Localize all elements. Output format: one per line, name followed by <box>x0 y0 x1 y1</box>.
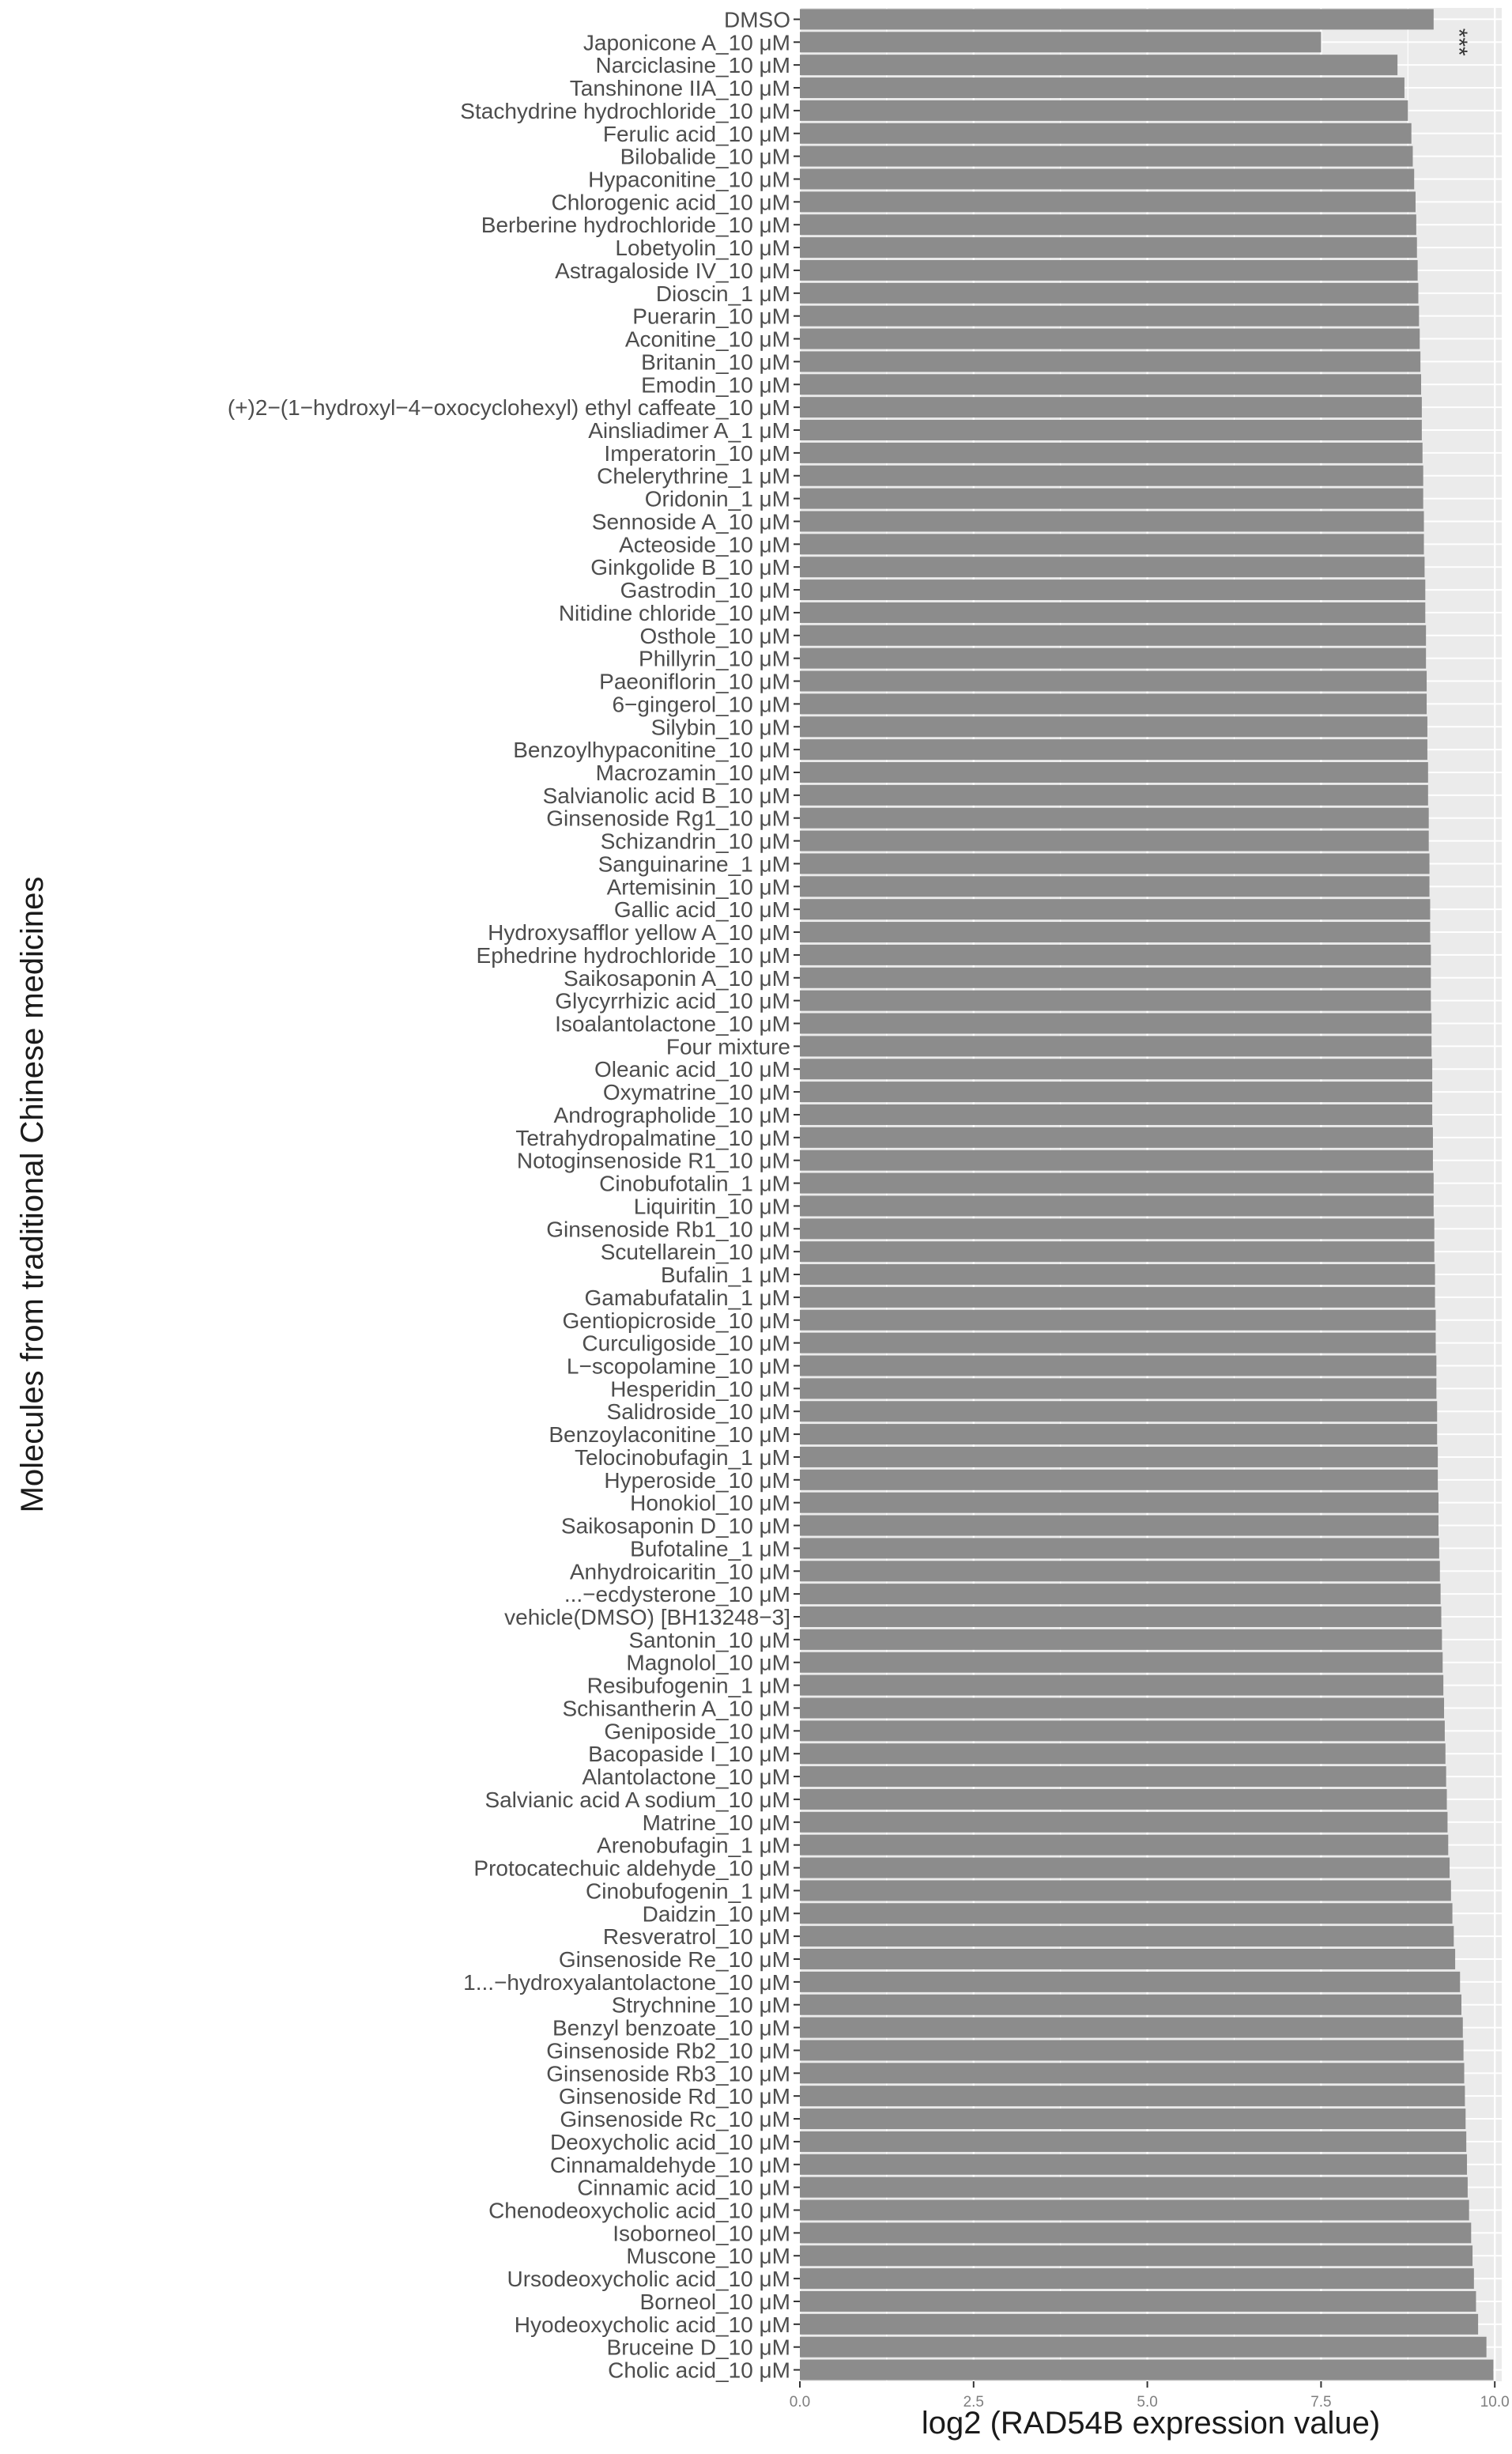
y-tick-label: Japonicone A_10 μM <box>583 30 790 55</box>
y-tick-label: Ursodeoxycholic acid_10 μM <box>507 2267 790 2292</box>
bar <box>800 1652 1442 1673</box>
bar <box>800 1424 1437 1444</box>
bar <box>800 443 1423 463</box>
y-tick-label: Hesperidin_10 μM <box>610 1376 790 1402</box>
bar <box>800 283 1418 304</box>
y-tick-label: Lobetyolin_10 μM <box>615 236 790 261</box>
y-tick-label: Ginsenoside Rc_10 μM <box>560 2107 790 2132</box>
y-tick-label: Gallic acid_10 μM <box>613 897 790 923</box>
bar <box>800 1584 1441 1604</box>
bar <box>800 420 1422 440</box>
bar <box>800 1903 1453 1924</box>
bar <box>800 2018 1463 2038</box>
y-axis-title: Molecules from traditional Chinese medicines <box>15 876 50 1513</box>
y-tick-label: Ferulic acid_10 μM <box>602 121 790 146</box>
bar <box>800 2109 1465 2129</box>
y-tick-label: Hyodeoxycholic acid_10 μM <box>514 2312 790 2337</box>
y-tick-label: Ainsliadimer A_1 μM <box>588 418 790 444</box>
y-tick-label: Curculigoside_10 μM <box>582 1331 790 1356</box>
bar <box>800 2040 1464 2060</box>
y-tick-label: Acteoside_10 μM <box>619 532 790 557</box>
y-tick-label: Benzoylaconitine_10 μM <box>549 1422 790 1448</box>
x-tick-label: 0.0 <box>789 2394 811 2411</box>
bar <box>800 1516 1438 1536</box>
bar <box>800 1561 1440 1581</box>
bar <box>800 2360 1493 2380</box>
bar <box>800 625 1426 646</box>
bar <box>800 1287 1435 1308</box>
bar <box>800 762 1428 783</box>
bar <box>800 1082 1432 1102</box>
bar <box>800 2154 1467 2175</box>
y-tick-label: Macrozamin_10 μM <box>595 760 790 785</box>
bar <box>800 1218 1435 1239</box>
bar <box>800 648 1426 669</box>
bar <box>800 853 1430 874</box>
y-tick-label: Honokiol_10 μM <box>630 1490 790 1516</box>
y-tick-label: Tanshinone IIA_10 μM <box>569 76 790 101</box>
bar <box>800 1333 1435 1353</box>
bar <box>800 1310 1435 1331</box>
y-tick-label: Ginsenoside Rb1_10 μM <box>546 1217 790 1242</box>
bar <box>800 945 1431 965</box>
y-tick-label: Emodin_10 μM <box>641 372 790 398</box>
y-tick-label: Oxymatrine_10 μM <box>602 1080 790 1105</box>
y-tick-label: Chenodeoxycholic acid_10 μM <box>488 2198 790 2223</box>
y-tick-label: Benzyl benzoate_10 μM <box>552 2015 790 2041</box>
bar <box>800 1675 1443 1696</box>
bar <box>800 1835 1448 1856</box>
y-tick-label: Ginsenoside Rb2_10 μM <box>546 2038 790 2063</box>
y-tick-label: Dioscin_1 μM <box>655 281 790 306</box>
bar <box>800 831 1429 851</box>
y-tick-label: Cholic acid_10 μM <box>608 2358 790 2383</box>
y-tick-label: Britanin_10 μM <box>641 349 790 375</box>
bar <box>800 1150 1433 1171</box>
y-tick-label: Gamabufatalin_1 μM <box>584 1285 790 1310</box>
y-tick-label: Sanguinarine_1 μM <box>598 851 790 877</box>
y-tick-label: Chlorogenic acid_10 μM <box>551 190 790 215</box>
y-tick-label: Four mixture <box>666 1034 790 1059</box>
y-tick-label: Resibufogenin_1 μM <box>586 1673 790 1698</box>
y-tick-label: Paeoniflorin_10 μM <box>599 669 790 694</box>
y-tick-label: Osthole_10 μM <box>639 623 790 648</box>
bar <box>800 1447 1438 1467</box>
bar <box>800 260 1418 281</box>
bar <box>800 1789 1447 1810</box>
y-tick-label: Geniposide_10 μM <box>604 1719 790 1744</box>
y-tick-label: Hydroxysafflor yellow A_10 μM <box>488 920 790 946</box>
y-tick-label: Schizandrin_10 μM <box>600 829 790 854</box>
y-tick-label: Salvianolic acid B_10 μM <box>542 783 790 808</box>
y-tick-label: Saikosaponin D_10 μM <box>560 1513 790 1538</box>
y-tick-label: Bacopaside I_10 μM <box>588 1742 790 1767</box>
y-tick-label: Hyperoside_10 μM <box>604 1467 790 1493</box>
bar <box>800 1880 1451 1901</box>
y-tick-label: Cinobufogenin_1 μM <box>586 1878 790 1904</box>
y-tick-label: Scutellarein_10 μM <box>600 1240 790 1265</box>
significance-annotation: *** <box>1445 28 1472 56</box>
y-tick-label: Borneol_10 μM <box>639 2289 790 2314</box>
y-tick-label: ...−ecdysterone_10 μM <box>564 1582 790 1607</box>
y-tick-label: Ephedrine hydrochloride_10 μM <box>476 942 790 968</box>
y-tick-label: 6−gingerol_10 μM <box>612 692 790 717</box>
bar <box>800 557 1424 577</box>
bar <box>800 968 1431 988</box>
bar <box>800 876 1430 897</box>
y-tick-label: Nitidine chloride_10 μM <box>558 600 790 625</box>
y-tick-label: Artemisinin_10 μM <box>606 874 790 900</box>
y-tick-label: Gentiopicroside_10 μM <box>562 1308 790 1333</box>
y-tick-label: Hypaconitine_10 μM <box>588 167 790 192</box>
y-tick-label: Deoxycholic acid_10 μM <box>549 2129 790 2154</box>
y-tick-label: Puerarin_10 μM <box>632 304 790 329</box>
y-tick-label: Berberine hydrochloride_10 μM <box>481 213 790 238</box>
y-tick-label: Phillyrin_10 μM <box>639 646 790 671</box>
bar <box>800 2222 1471 2243</box>
bar <box>800 2314 1478 2335</box>
x-tick-label: 7.5 <box>1310 2394 1332 2411</box>
y-tick-label: Salidroside_10 μM <box>606 1399 790 1425</box>
bar <box>800 1926 1454 1946</box>
y-tick-label: (+)2−(1−hydroxyl−4−oxocyclohexyl) ethyl caffeate_10 μM <box>227 395 790 421</box>
bar <box>800 739 1427 760</box>
y-tick-label: Silybin_10 μM <box>650 715 790 740</box>
x-axis-title: log2 (RAD54B expression value) <box>921 2406 1381 2441</box>
bar <box>800 329 1420 349</box>
bar <box>800 100 1408 121</box>
y-tick-label: Liquiritin_10 μM <box>633 1194 790 1219</box>
bar <box>800 146 1412 167</box>
bar <box>800 1493 1438 1513</box>
y-tick-label: Isoalantolactone_10 μM <box>555 1011 790 1036</box>
y-tick-label: Schisantherin A_10 μM <box>562 1696 790 1721</box>
bar <box>800 1264 1435 1285</box>
bar <box>800 2177 1468 2198</box>
bar <box>800 716 1427 737</box>
y-tick-label: Alantolactone_10 μM <box>582 1765 790 1790</box>
y-tick-label: Oridonin_1 μM <box>644 486 790 512</box>
y-tick-label: Tetrahydropalmatine_10 μM <box>515 1125 790 1150</box>
y-tick-label: vehicle(DMSO) [BH13248−3] <box>504 1605 790 1630</box>
bar <box>800 32 1321 52</box>
bar <box>800 2337 1487 2358</box>
bar <box>800 991 1431 1011</box>
bar <box>800 2291 1476 2312</box>
y-tick-label: Anhydroicaritin_10 μM <box>569 1559 790 1584</box>
bar <box>800 397 1422 417</box>
y-tick-label: Narciclasine_10 μM <box>595 53 790 78</box>
bar <box>800 2063 1465 2083</box>
bar <box>800 580 1425 600</box>
y-tick-label: Sennoside A_10 μM <box>591 509 790 534</box>
y-tick-label: Cinnamic acid_10 μM <box>577 2175 790 2200</box>
y-tick-label: Ginsenoside Rd_10 μM <box>558 2084 790 2109</box>
bar <box>800 1014 1431 1034</box>
bar <box>800 351 1420 372</box>
y-tick-label: Bruceine D_10 μM <box>606 2335 790 2360</box>
bar <box>800 466 1423 486</box>
y-tick-label: Chelerythrine_1 μM <box>597 463 790 489</box>
bar <box>800 2200 1469 2221</box>
bar <box>800 534 1424 554</box>
y-tick-label: Bufotaline_1 μM <box>630 1536 790 1561</box>
y-tick-label: L−scopolamine_10 μM <box>566 1353 790 1379</box>
bar <box>800 1127 1433 1148</box>
y-tick-label: Oleanic acid_10 μM <box>594 1057 790 1082</box>
bar <box>800 237 1417 258</box>
y-tick-label: Cinnamaldehyde_10 μM <box>549 2152 790 2177</box>
y-tick-label: Daidzin_10 μM <box>642 1901 790 1927</box>
bar <box>800 1173 1434 1194</box>
y-tick-label: DMSO <box>724 7 790 32</box>
y-tick-label: Imperatorin_10 μM <box>604 440 790 466</box>
bar <box>800 899 1430 919</box>
y-axis-ticks <box>228 7 800 2382</box>
bar <box>800 1538 1439 1558</box>
bar <box>800 1720 1445 1741</box>
bar <box>800 123 1412 144</box>
y-tick-label: Astragaloside IV_10 μM <box>555 258 790 283</box>
bar <box>800 2268 1474 2289</box>
y-tick-label: Notoginsenoside R1_10 μM <box>516 1148 790 1173</box>
bar <box>800 1606 1442 1627</box>
y-tick-label: Telocinobufagin_1 μM <box>575 1444 790 1470</box>
bar <box>800 9 1434 29</box>
bar <box>800 1972 1460 1992</box>
bar <box>800 1858 1450 1878</box>
bar <box>800 77 1405 98</box>
bar <box>800 1812 1447 1833</box>
bar <box>800 374 1421 395</box>
bar <box>800 602 1425 623</box>
y-tick-label: Gastrodin_10 μM <box>620 578 790 603</box>
bar <box>800 2086 1465 2106</box>
y-tick-label: Magnolol_10 μM <box>626 1650 790 1675</box>
y-tick-label: Aconitine_10 μM <box>624 327 790 352</box>
bar <box>800 1195 1434 1216</box>
bar <box>800 214 1416 235</box>
y-tick-label: Saikosaponin A_10 μM <box>564 965 790 991</box>
bar <box>800 1036 1431 1056</box>
y-tick-label: Bufalin_1 μM <box>661 1263 790 1288</box>
y-tick-label: Glycyrrhizic acid_10 μM <box>555 988 790 1014</box>
bar <box>800 2131 1466 2152</box>
y-tick-label: Matrine_10 μM <box>642 1810 790 1835</box>
bar <box>800 55 1397 75</box>
bar <box>800 1241 1435 1262</box>
bar <box>800 1104 1432 1125</box>
y-tick-label: Muscone_10 μM <box>626 2244 790 2269</box>
bar <box>800 1401 1437 1421</box>
bar <box>800 671 1427 692</box>
bar <box>800 1629 1442 1650</box>
y-tick-label: Ginsenoside Re_10 μM <box>558 1946 790 1972</box>
y-tick-label: Salvianic acid A sodium_10 μM <box>485 1787 790 1812</box>
y-tick-label: Resveratrol_10 μM <box>602 1924 790 1950</box>
bar <box>800 808 1429 829</box>
bar <box>800 1356 1436 1376</box>
bar <box>800 306 1419 327</box>
bar <box>800 511 1424 531</box>
x-tick-label: 10.0 <box>1480 2394 1510 2411</box>
y-tick-label: Ginkgolide B_10 μM <box>590 555 790 580</box>
y-tick-label: 1...−hydroxyalantolactone_10 μM <box>463 1969 790 1995</box>
y-tick-label: Arenobufagin_1 μM <box>597 1833 790 1858</box>
y-tick-label: Strychnine_10 μM <box>611 1992 790 2018</box>
y-tick-label: Ginsenoside Rg1_10 μM <box>546 806 790 831</box>
bar <box>800 693 1427 714</box>
y-tick-label: Isoborneol_10 μM <box>613 2221 790 2246</box>
bar <box>800 1766 1446 1787</box>
y-tick-label: Andrographolide_10 μM <box>553 1102 790 1127</box>
bar <box>800 1697 1444 1718</box>
bar <box>800 1743 1446 1764</box>
x-tick-label: 5.0 <box>1137 2394 1158 2411</box>
bar <box>800 1378 1436 1399</box>
bar <box>800 922 1430 942</box>
bar <box>800 169 1414 190</box>
y-tick-label: Stachydrine hydrochloride_10 μM <box>460 98 790 123</box>
y-tick-label: Benzoylhypaconitine_10 μM <box>513 738 790 763</box>
bar <box>800 1949 1455 1969</box>
bar <box>800 1059 1432 1079</box>
bar <box>800 785 1428 806</box>
bar <box>800 191 1416 212</box>
bar <box>800 1470 1438 1490</box>
y-tick-label: Santonin_10 μM <box>628 1627 790 1652</box>
y-tick-label: Cinobufotalin_1 μM <box>599 1171 790 1196</box>
bar <box>800 1995 1461 2015</box>
bar <box>800 489 1423 509</box>
y-tick-label: Ginsenoside Rb3_10 μM <box>546 2061 790 2086</box>
x-tick-label: 2.5 <box>963 2394 985 2411</box>
bar <box>800 2245 1472 2266</box>
y-tick-label: Protocatechuic aldehyde_10 μM <box>473 1856 790 1881</box>
y-tick-label: Bilobalide_10 μM <box>620 144 790 169</box>
